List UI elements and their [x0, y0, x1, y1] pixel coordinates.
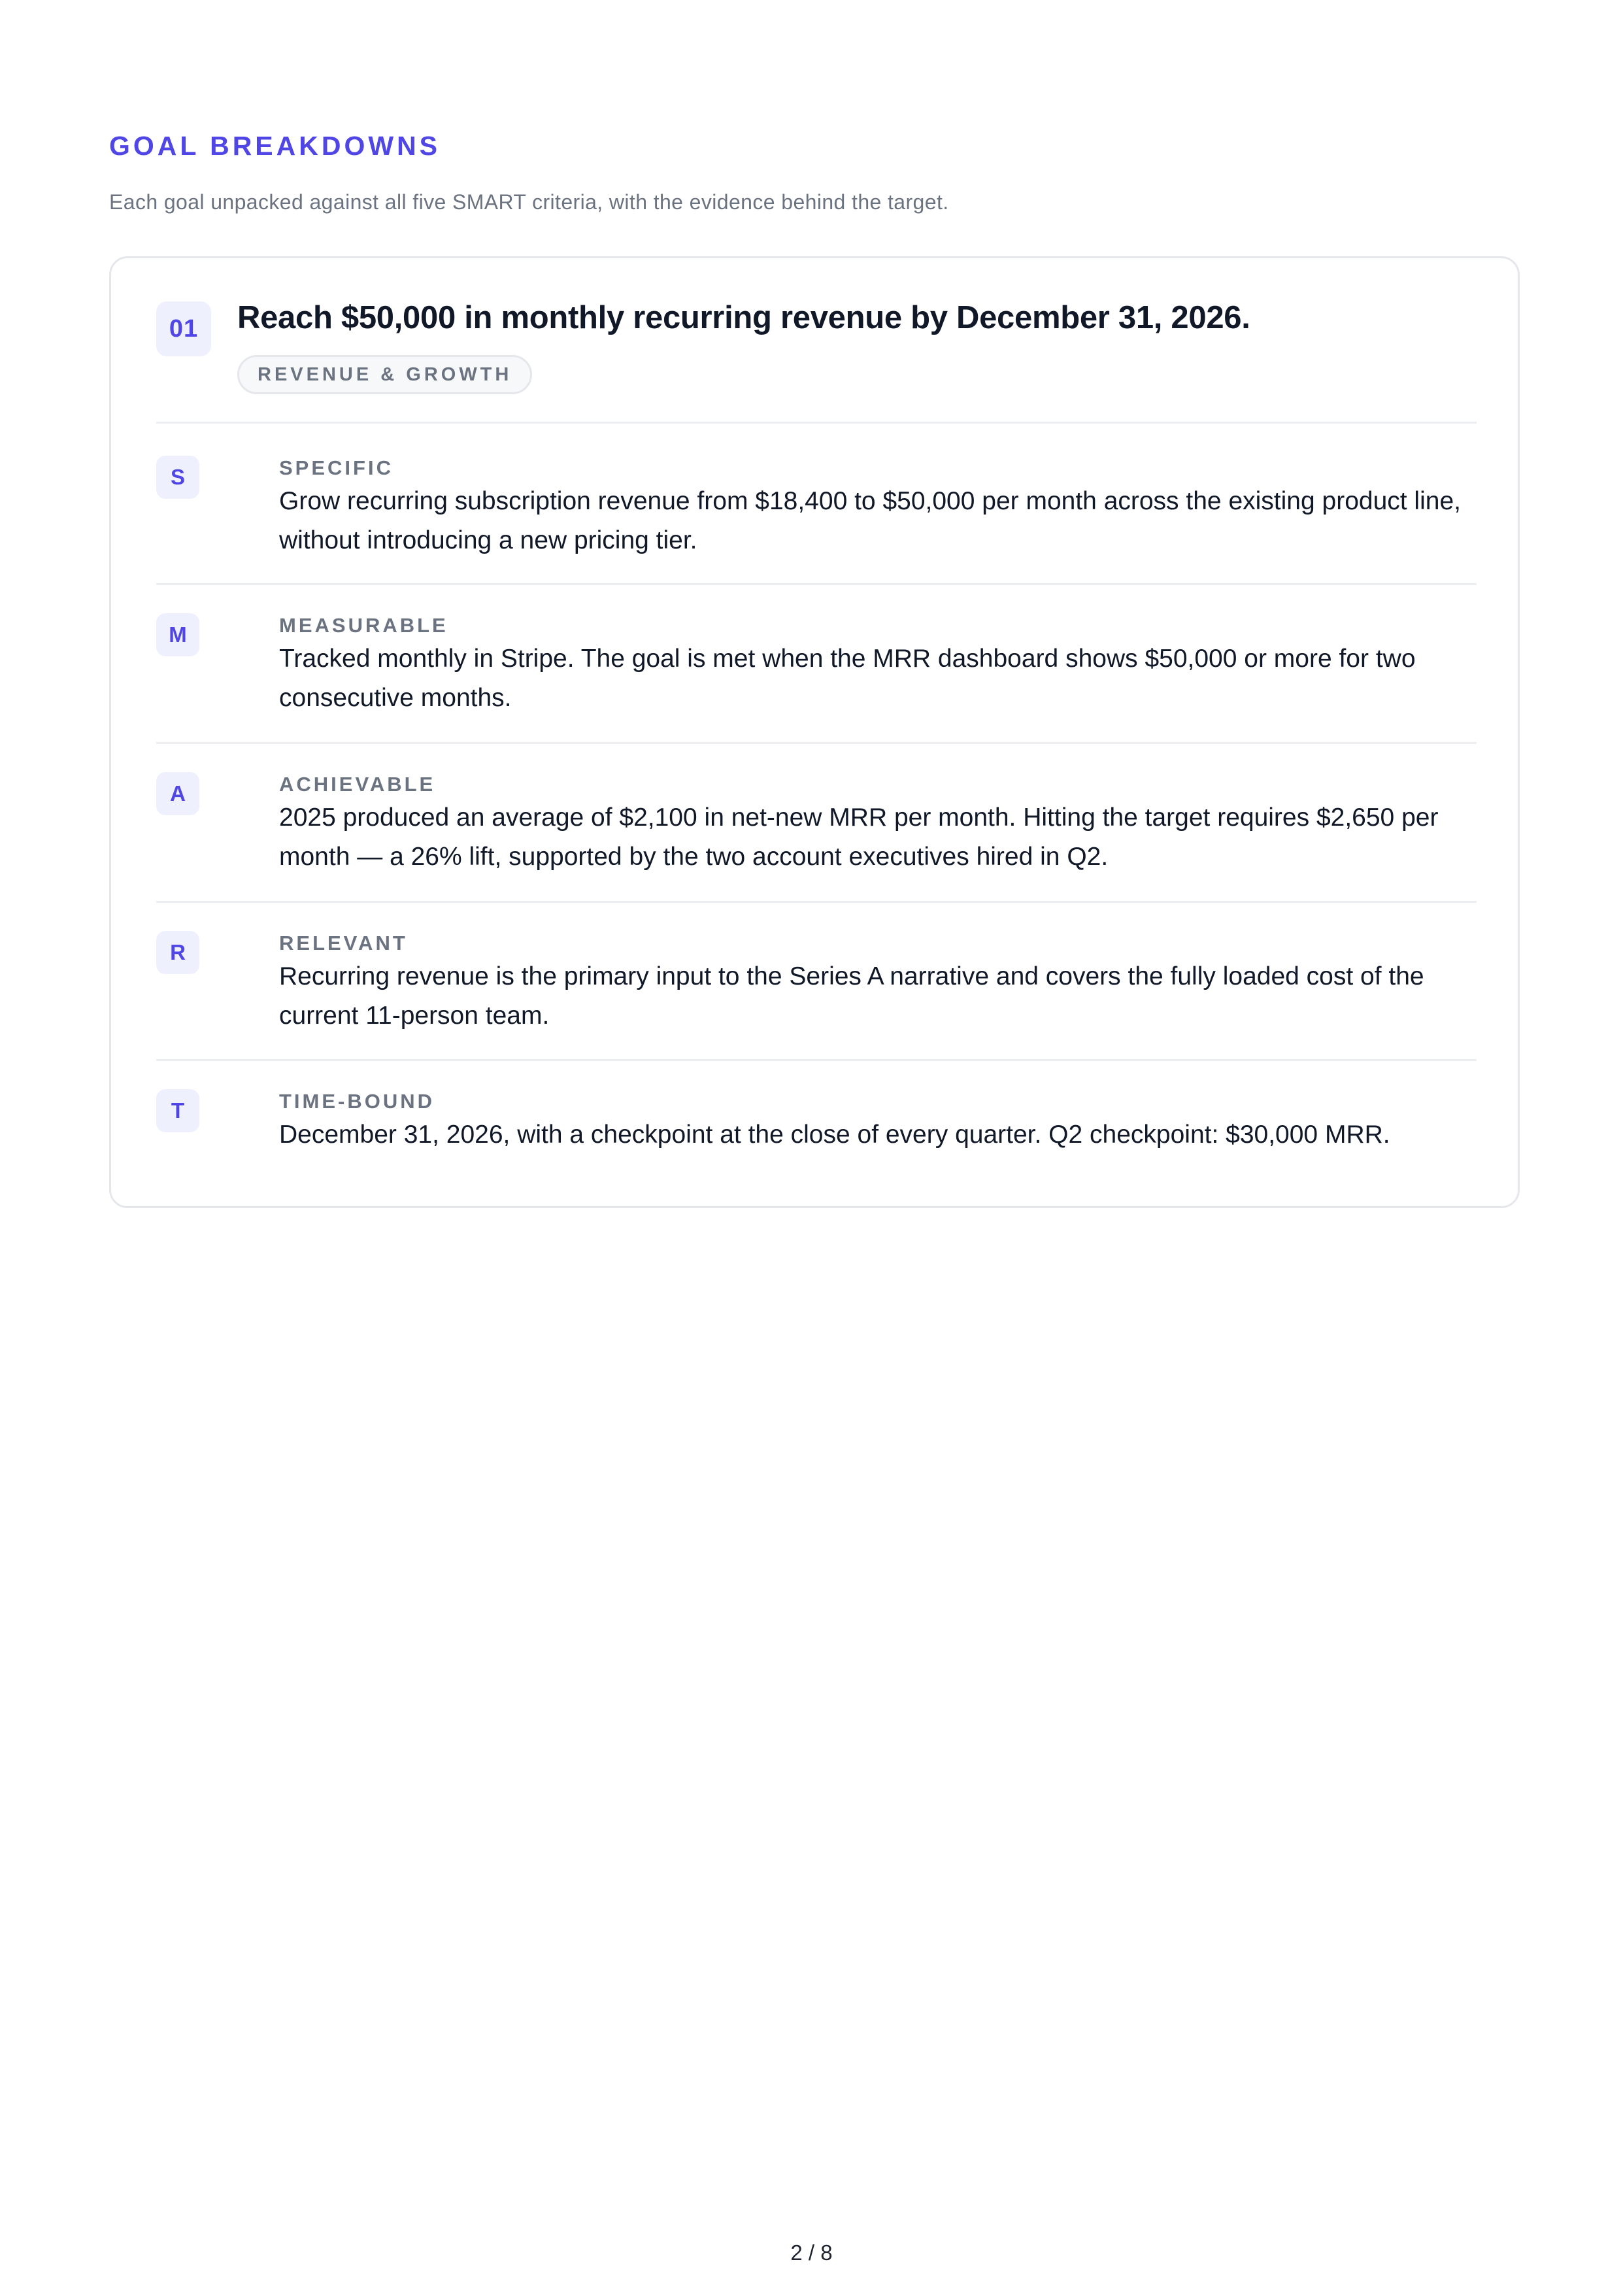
- criterion-text: Recurring revenue is the primary input to the Series A narrative and covers the fully loaded cost of the current 11-person team.: [279, 962, 1424, 1030]
- criterion-text: 2025 produced an average of $2,100 in net-new MRR per month. Hitting the target requires $2,650 per month — a 26% lift, supported by the two account executives hired in Q2.: [279, 803, 1439, 871]
- goal-category-tag: REVENUE & GROWTH: [237, 355, 532, 394]
- criterion-text: Tracked monthly in Stripe. The goal is met when the MRR dashboard shows $50,000 or more for two consecutive months.: [279, 645, 1416, 712]
- criterion-letter-badge: R: [156, 931, 199, 974]
- criterion-letter-badge: S: [156, 456, 199, 499]
- divider: [156, 422, 1477, 424]
- section-subtitle: Each goal unpacked against all five SMART criteria, with the evidence behind the target.: [109, 190, 949, 214]
- page-number: 2 / 8: [790, 2240, 833, 2265]
- criterion-text: Grow recurring subscription revenue from $18,400 to $50,000 per month across the existing product line, without introducing a new pricing tier.: [279, 487, 1461, 554]
- criterion-letter-badge: M: [156, 613, 199, 656]
- divider: [156, 901, 1477, 903]
- criterion-text: December 31, 2026, with a checkpoint at the close of every quarter. Q2 checkpoint: $30,000 MRR.: [279, 1121, 1390, 1149]
- divider: [156, 742, 1477, 744]
- goal-card: [109, 256, 1520, 1208]
- divider: [156, 1059, 1477, 1061]
- criterion-label: TIME-BOUND: [279, 1090, 435, 1113]
- goal-number-badge: 01: [156, 301, 211, 356]
- criterion-label: SPECIFIC: [279, 456, 393, 479]
- criterion-label: RELEVANT: [279, 932, 408, 954]
- criterion-letter-badge: T: [156, 1089, 199, 1132]
- criterion-label: ACHIEVABLE: [279, 773, 436, 796]
- section-title: GOAL BREAKDOWNS: [109, 131, 441, 161]
- divider: [156, 583, 1477, 585]
- criterion-label: MEASURABLE: [279, 614, 448, 637]
- criterion-letter-badge: A: [156, 772, 199, 815]
- goal-title: Reach $50,000 in monthly recurring revenue by December 31, 2026.: [237, 300, 1250, 335]
- page: [109, 0, 1522, 2296]
